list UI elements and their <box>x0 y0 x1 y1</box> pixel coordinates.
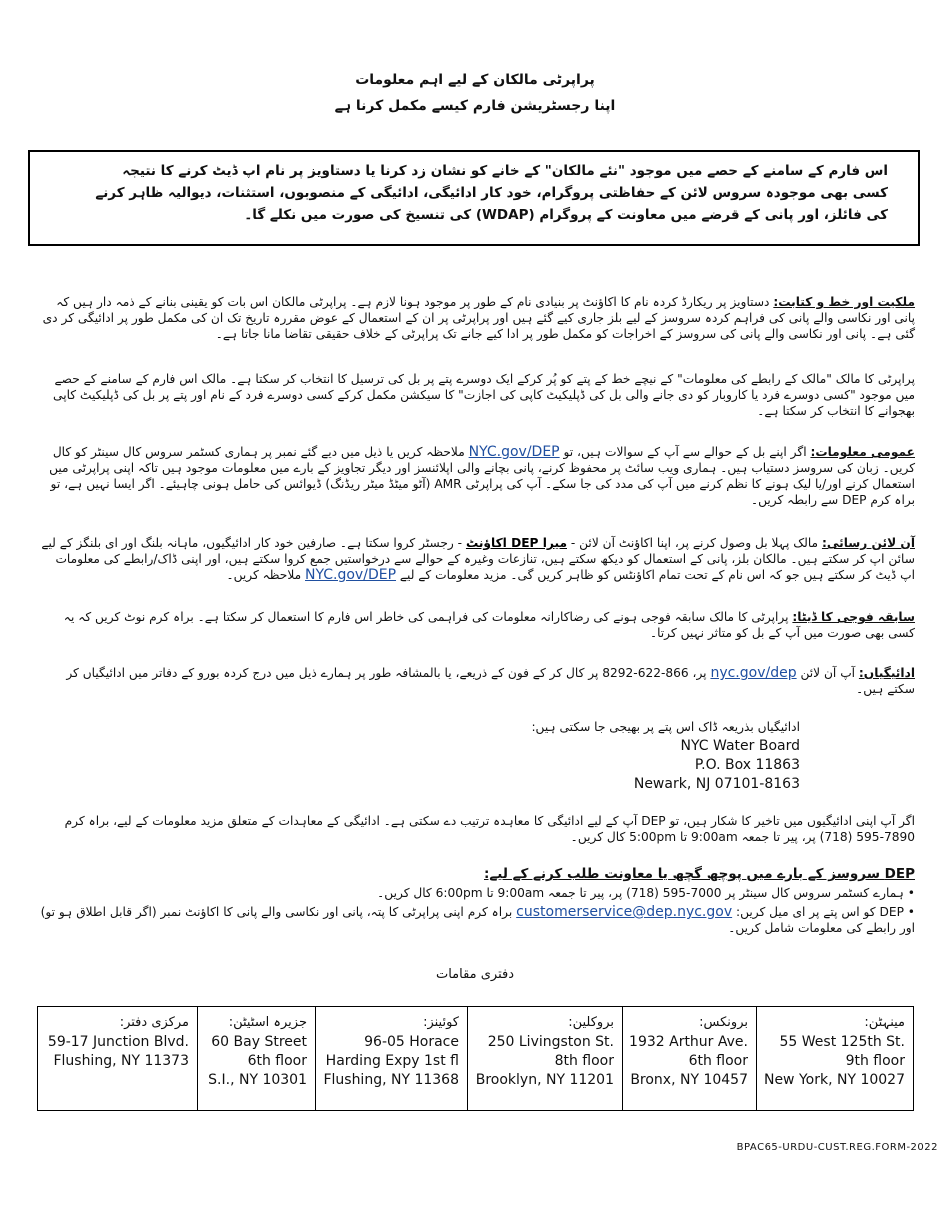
veteran-section <box>40 609 915 641</box>
payments-text-b: پر، 866-622-8292 پر کال کر کے فون کے ذریعے، یا بالمشافہ طور پر ہمارے ذیل میں درج کردہ بورو کے دفاتر میں ادائیگیاں کر سکتے ہیں۔ <box>66 666 915 696</box>
address-line-2: P.O. Box 11863 <box>694 757 800 773</box>
office-line-3: New York, NY 10027 <box>763 1072 905 1088</box>
contact-heading: DEP سروسز کے بارے میں پوچھ گچھ یا معاونت طلب کرنے کے لیے: <box>484 866 915 882</box>
online-text-b: - رجسٹر کروا سکتا ہے۔ صارفین خود کار ادائیگیوں، ماہانہ بلنگ اور ای بلنگز کے لیے سائن اپ کر سکتے ہیں۔ مالکان بلز، پانی کے استعمال کو دیکھ سکتے ہیں، تنازعات وغیرہ کے حوالے سے درخواستیں جمع کروا سکتے ہیں، اور اپنی ڈاک/رابطے کی معلومات اپ ڈیٹ کر سکتے ہیں جو کہ اس نام کے تحت تمام اکاؤنٹس کو ظاہر کریں گی۔ مزید معلومات کے لیے <box>41 536 915 582</box>
office-name: مرکزی دفتر: <box>119 1015 189 1030</box>
office-cell <box>38 1007 198 1111</box>
bullet-2-text-b: براہ کرم اپنی پراپرٹی کا پتہ، پانی اور نکاسی والے پانی کا اکاؤنٹ نمبر (اگر قابل اطلاق ہو تو) اور رابطے کی معلومات شامل کریں۔ <box>40 905 915 935</box>
bullet-2-text-a: • DEP کو اس پتے پر ای میل کریں: <box>732 905 915 919</box>
payments-heading: ادائیگیاں: <box>858 666 915 680</box>
page-title: پراپرٹی مالکان کے لیے اہم معلومات <box>355 72 595 88</box>
office-line-3: Flushing, NY 11368 <box>323 1072 459 1088</box>
online-text-a: مالک پہلا بل وصول کرنے پر، اپنا اکاؤنٹ آن لائن - <box>567 536 822 550</box>
payments-text-a: آپ آن لائن <box>796 666 859 680</box>
office-cell <box>757 1007 914 1111</box>
office-line-1: 1932 Arthur Ave. <box>629 1034 748 1050</box>
form-code: BPAC65-URDU-CUST.REG.FORM-2022 <box>736 1142 938 1153</box>
notice-text: اس فارم کے سامنے کے حصے میں موجود "نئے مالکان" کے خانے کو نشان زد کرنا یا دستاویز پر نام اپ ڈیٹ کرنے کا نتیجہ کسی بھی موجودہ سروس لائن کے حفاظتی پروگرام، خود کار ادائیگی، ادائیگی کے منصوبوں، استثنات، دیوالیہ ظاہر کرنے کی فائلز، اور پانی کے قرضے میں معاونت کے پروگرام (WDAP) کی تنسیخ کی صورت میں نکلے گا۔ <box>95 163 888 223</box>
office-line-3: S.I., NY 10301 <box>208 1072 307 1088</box>
general-section <box>40 444 915 508</box>
mailing-text: پراپرٹی کا مالک "مالک کے رابطے کی معلومات" کے نیچے خط کے پتے کو پُر کرکے ایک دوسرے پتے پر بل کی ترسیل کا انتخاب کر سکتا ہے۔ مالک اس فارم کے سامنے کے حصے میں موجود "کسی دوسرے فرد یا کاروبار کو دی جانے والی بل کی ڈپلیکیٹ کاپی کی اجازت" کا سیکشن مکمل کرکے کسی دوسرے فرد کے نام اور پتے پر بل کی ڈپلیکیٹ کاپی بھجوانے کا انتخاب کر سکتا ہے۔ <box>53 372 915 418</box>
office-line-1: 59-17 Junction Blvd. <box>47 1034 189 1050</box>
general-text-a: اگر اپنے بل کے حوالے سے آپ کے سوالات ہیں، تو <box>559 445 811 459</box>
mail-address <box>600 737 800 794</box>
payments-section <box>40 665 915 697</box>
offices-label: دفتری مقامات <box>435 967 515 982</box>
contact-section <box>40 866 915 936</box>
notice-box <box>28 150 920 246</box>
office-name: کوئینز: <box>423 1015 459 1030</box>
office-name: برونکس: <box>699 1015 748 1030</box>
office-cell <box>198 1007 316 1111</box>
office-line-1: 55 West 125th St. <box>779 1034 905 1050</box>
general-text-b: ملاحظہ کریں یا ذیل میں دیے گئے نمبر پر ہماری کسٹمر سروس کال سینٹر کو کال کریں۔ زبان کی سروسز دستیاب ہیں۔ ہماری ویب سائٹ پر محفوظ کرنے، پانی بچانے والی اپلائنسز اور دیگر تجاویز کے بارے میں معلومات موجود ہیں تاکہ اپنی پراپرٹی میں استعمال کرنے اور/یا لیک ہونے کا نظم کرنے میں آپ کی مدد کی جا سکے۔ آپ کی پراپرٹی AMR (آٹو میٹڈ میٹر ریڈنگ) ڈیوائس کی حامل ہونی چاہیئے۔ اگر ایسا نہیں ہے، تو براہ کرم DEP سے رابطہ کریں۔ <box>49 445 915 507</box>
ownership-text: دستاویز پر ریکارڈ کردہ نام کا اکاؤنٹ پر بنیادی نام کے طور پر موجود ہونا لازم ہے۔ پراپرٹی مالکان اس بات کو یقینی بنانے کے ذمہ دار ہیں کہ پانی اور نکاسی والے پانی کی فراہم کردہ سروسز کے لیے بلز جاری کیے گئے ہیں اور پراپرٹی پر ان کے استعمال کے عوض مقررہ تاریخ تک ان کی مکمل طور پر ادائیگی کر دی گئی ہے۔ پانی اور نکاسی والے پانی کی سروسز کے اخراجات کو مکمل طور پر ادا کیے جانے تک پراپرٹی کے خلاف حقیقی تقاضا مانا جاتا ہے۔ <box>42 295 915 341</box>
contact-bullet-2 <box>40 904 915 936</box>
office-name: مینہٹن: <box>864 1015 905 1030</box>
office-line-2: 8th floor <box>554 1053 614 1069</box>
agreement-section <box>40 813 915 845</box>
address-line-1: NYC Water Board <box>680 738 800 754</box>
nyc-dep-link[interactable]: NYC.gov/DEP <box>468 444 560 460</box>
office-line-2: Flushing, NY 11373 <box>53 1053 189 1069</box>
general-heading: عمومی معلومات: <box>810 445 915 459</box>
address-line-3: Newark, NJ 07101-8163 <box>633 776 800 792</box>
office-line-2: Harding Expy 1st fl <box>325 1053 459 1069</box>
online-text-c: ملاحظہ کریں۔ <box>226 568 305 582</box>
office-cell <box>316 1007 468 1111</box>
ownership-heading: ملکیت اور خط و کتابت: <box>773 295 915 309</box>
nyc-gov-dep-link[interactable]: nyc.gov/dep <box>710 665 797 681</box>
online-heading: آن لائن رسائی: <box>821 536 915 550</box>
office-name: جزیرہ اسٹیٹن: <box>228 1015 307 1030</box>
nyc-dep-link-2[interactable]: NYC.gov/DEP <box>305 567 397 583</box>
online-section <box>40 535 915 583</box>
veteran-text: پراپرٹی کا مالک سابقہ فوجی ہونے کی رضاکارانہ معلومات کی فراہمی کی خاطر اس فارم کا استعمال کر سکتا ہے۔ براہ کرم نوٹ کریں کہ یہ کسی بھی صورت میں آپ کے بل کو متاثر نہیں کرتا۔ <box>63 610 915 640</box>
office-name: بروکلین: <box>568 1015 614 1030</box>
mail-intro: ادائیگیاں بذریعہ ڈاک اس پتے پر بھیجی جا سکتی ہیں: <box>531 720 800 734</box>
office-line-3: Bronx, NY 10457 <box>630 1072 748 1088</box>
office-line-2: 9th floor <box>845 1053 905 1069</box>
office-line-1: 60 Bay Street <box>211 1034 307 1050</box>
mailing-section <box>40 371 915 419</box>
office-line-2: 6th floor <box>688 1053 748 1069</box>
email-link[interactable]: customerservice@dep.nyc.gov <box>516 904 733 920</box>
office-cell <box>623 1007 757 1111</box>
my-dep-account-link[interactable]: میرا DEP اکاؤنٹ <box>465 536 567 550</box>
office-line-2: 6th floor <box>247 1053 307 1069</box>
ownership-section <box>40 294 915 342</box>
offices-table <box>37 1006 914 1111</box>
contact-bullet-1: • ہمارے کسٹمر سروس کال سینٹر پر 7000-595 (718) پر، پیر تا جمعہ 9:00am تا 6:00pm کال کریں۔ <box>377 886 915 900</box>
office-line-1: 96-05 Horace <box>364 1034 459 1050</box>
veteran-heading: سابقہ فوجی کا ڈیٹا: <box>792 610 915 624</box>
page-subtitle: اپنا رجسٹریشن فارم کیسے مکمل کرنا ہے <box>334 98 616 114</box>
office-cell <box>468 1007 623 1111</box>
agreement-text: اگر آپ اپنی ادائیگیوں میں تاخیر کا شکار ہیں، تو DEP آپ کے لیے ادائیگی کا معاہدہ ترتیب دے سکتی ہے۔ ادائیگی کے معاہدات کے متعلق مزید معلومات کے لیے، براہ کرم 7890-595 (718) پر، پیر تا جمعہ 9:00am تا 5:00pm کال کریں۔ <box>64 814 915 844</box>
office-line-1: 250 Livingston St. <box>487 1034 614 1050</box>
office-line-3: Brooklyn, NY 11201 <box>475 1072 614 1088</box>
